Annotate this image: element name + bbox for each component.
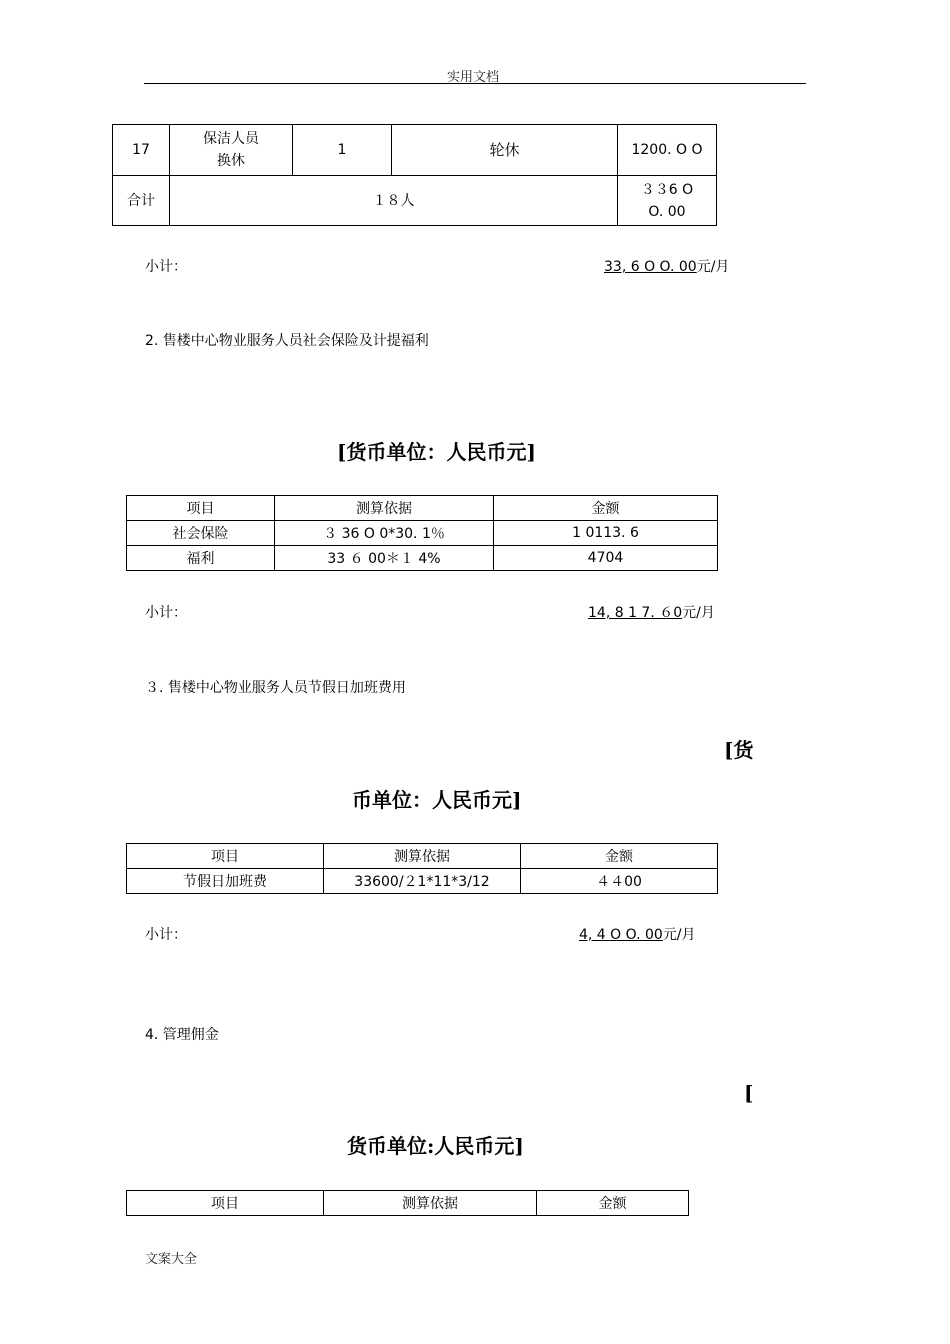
subtotal-label: 小计： — [145, 605, 187, 621]
total-label: 合计 — [113, 176, 170, 226]
currency-unit-heading-part1: [ — [744, 1081, 754, 1105]
col-header-basis: 测算依据 — [324, 844, 521, 869]
count-cell: 1 — [293, 125, 392, 176]
page-header: 实用文档 — [447, 70, 500, 85]
subtotal-label: 小计： — [145, 259, 187, 275]
col-header-basis: 测算依据 — [324, 1191, 537, 1216]
col-header-item: 项目 — [127, 1191, 324, 1216]
header-divider — [144, 83, 806, 84]
amount-cell: 1 0113. 6 — [494, 521, 718, 546]
subtotal-amount: 33, 6 O O. 00 — [604, 259, 697, 275]
insurance-table — [126, 495, 718, 571]
basis-cell: 33600/２1*11*3/12 — [324, 869, 521, 894]
table-header-row — [127, 844, 718, 869]
currency-unit-heading-part2: 货币单位:人民币元] — [347, 1134, 524, 1158]
table-row — [127, 869, 718, 894]
subtotal-label: 小计： — [145, 927, 187, 943]
subtotal-amount: 4, 4 O O. 00 — [579, 927, 663, 943]
col-header-item: 项目 — [127, 496, 275, 521]
staff-table — [112, 124, 717, 226]
col-header-amount: 金额 — [537, 1191, 689, 1216]
subtotal-unit: 元/月 — [696, 259, 730, 275]
col-header-basis: 测算依据 — [275, 496, 494, 521]
currency-unit-heading: [货币单位：人民币元] — [337, 440, 536, 464]
subtotal-unit: 元/月 — [682, 605, 715, 621]
commission-table — [126, 1190, 689, 1216]
row-number: 17 — [113, 125, 170, 176]
table-row — [113, 176, 717, 226]
basis-cell: ３ 36 O 0*30. 1％ — [275, 521, 494, 546]
amount-cell: ４４00 — [521, 869, 718, 894]
basis-cell: 轮休 — [392, 125, 618, 176]
item-cell: 社会保险 — [127, 521, 275, 546]
item-cell: 节假日加班费 — [127, 869, 324, 894]
page-footer: 文案大全 — [145, 1252, 198, 1267]
col-header-item: 项目 — [127, 844, 324, 869]
subtotal-unit: 元/月 — [662, 927, 696, 943]
section-title: ３. 售楼中心物业服务人员节假日加班费用 — [145, 680, 406, 696]
currency-unit-heading-part2: 币单位：人民币元] — [352, 788, 522, 812]
col-header-amount: 金额 — [521, 844, 718, 869]
subtotal-value — [588, 602, 715, 622]
total-people: １８人 — [170, 176, 618, 226]
subtotal-value — [590, 256, 729, 276]
amount-cell: 4704 — [494, 546, 718, 571]
subtotal-amount: 14, 8 1 7. ６0 — [588, 605, 683, 621]
basis-cell: 33 ６ 00＊１ 4% — [275, 546, 494, 571]
section-title: 2. 售楼中心物业服务人员社会保险及计提福利 — [145, 333, 429, 349]
item-cell: 福利 — [127, 546, 275, 571]
table-header-row — [127, 1191, 689, 1216]
section-title: 4. 管理佣金 — [145, 1027, 219, 1043]
currency-unit-heading-part1: [货 — [724, 738, 754, 762]
total-amount: ３３6 O O. 00 — [618, 176, 717, 226]
table-header-row — [127, 496, 718, 521]
subtotal-value — [579, 924, 696, 944]
col-header-amount: 金额 — [494, 496, 718, 521]
overtime-table — [126, 843, 718, 894]
table-row — [113, 125, 717, 176]
table-row — [127, 521, 718, 546]
table-row — [127, 546, 718, 571]
amount-cell: 1200. O O — [618, 125, 717, 176]
position-cell: 保洁人员 换休 — [170, 125, 293, 176]
